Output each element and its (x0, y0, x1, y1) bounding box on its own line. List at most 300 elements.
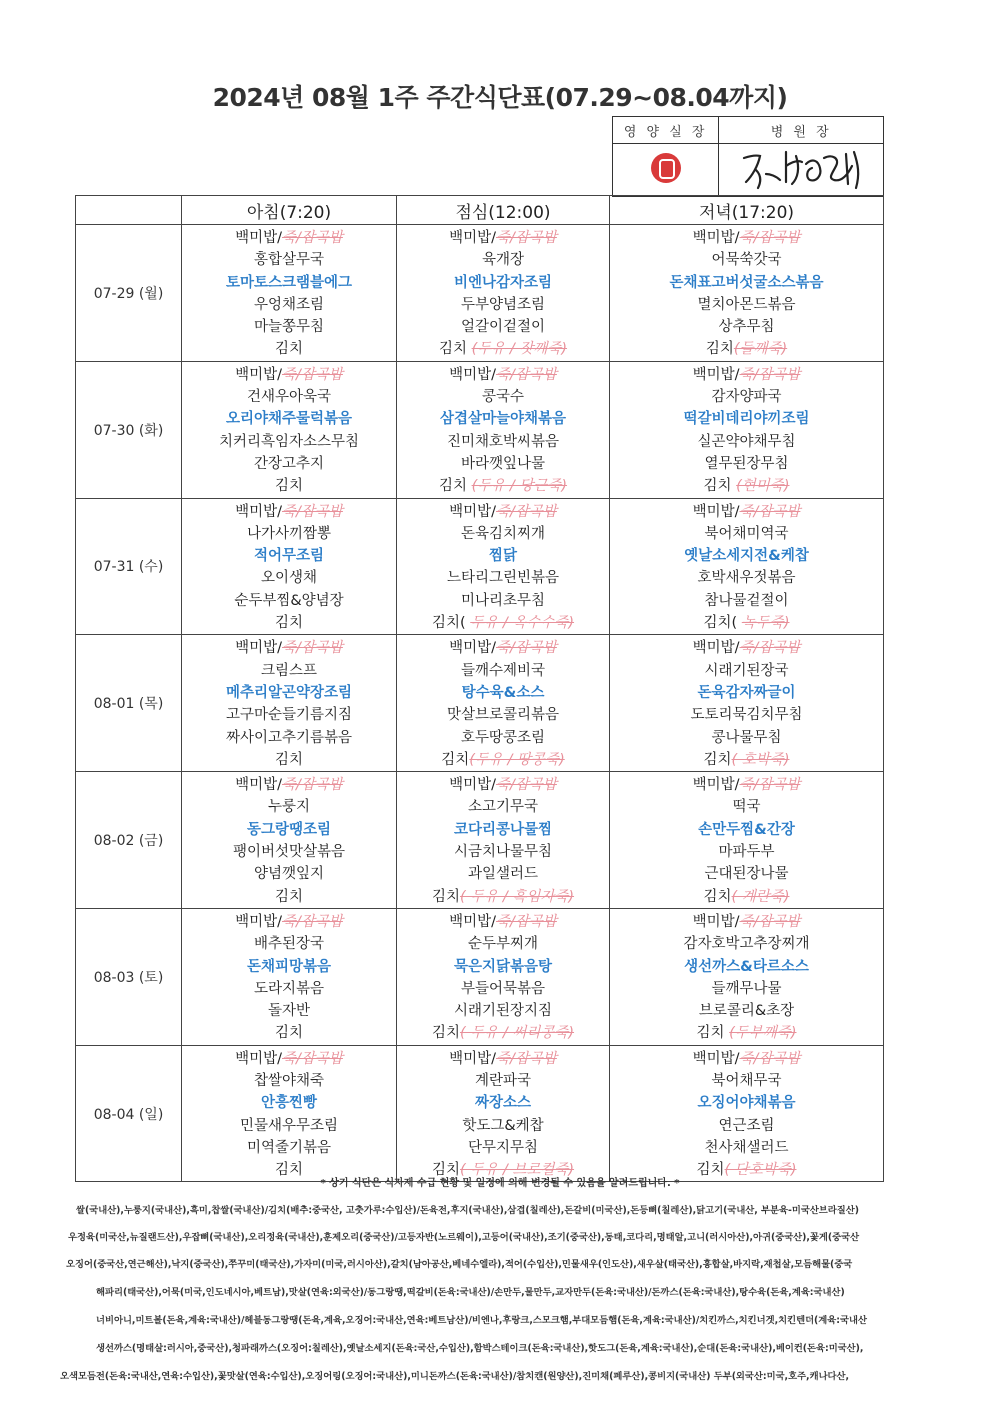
menu-item (610, 774, 883, 796)
menu-item (610, 612, 883, 634)
lunch-cell (397, 772, 610, 909)
dish-name: 김치 (274, 341, 303, 358)
lunch-cell (397, 908, 610, 1045)
dish-name: 육개장 (481, 252, 525, 269)
dish-name: 백미밥/ (235, 640, 282, 657)
dish-name: 시래기된장국 (704, 662, 789, 679)
menu-item (182, 545, 396, 567)
menu-item (182, 1137, 396, 1159)
alternate-option: (두유 / 잣깨죽) (471, 341, 568, 358)
dinner-cell (610, 772, 884, 909)
dish-name: 돈육김치찌개 (460, 525, 546, 542)
menu-item (397, 612, 609, 634)
dish-name: 김치 (705, 341, 734, 358)
main-dish: 돈채표고버섯굴소스볶음 (669, 274, 824, 291)
main-dish: 적어무조림 (253, 548, 325, 565)
approval-director-label: 병 원 장 (719, 117, 884, 144)
lunch-cell (397, 1045, 610, 1182)
dish-name: 김치 (274, 751, 303, 768)
menu-item (182, 249, 396, 271)
alternate-option: ( 호박죽) (731, 751, 790, 768)
menu-item (397, 408, 609, 430)
day-row (76, 361, 884, 498)
breakfast-cell (182, 635, 397, 772)
alternate-option: 죽/잡곡밥 (281, 777, 343, 794)
menu-item (397, 501, 609, 523)
menu-item (397, 227, 609, 249)
dish-name: 시금치나물무침 (453, 844, 553, 861)
menu-item (397, 841, 609, 863)
menu-item (397, 1022, 609, 1044)
dinner-cell (610, 635, 884, 772)
menu-item (610, 682, 883, 704)
dish-name: 백미밥/ (449, 1050, 496, 1067)
alternate-option: 죽/잡곡밥 (739, 503, 801, 520)
menu-item (610, 227, 883, 249)
menu-item (610, 1092, 883, 1114)
main-dish: 오징어야채볶음 (697, 1095, 796, 1112)
menu-item (397, 933, 609, 955)
dish-name: 진미채호박씨볶음 (446, 433, 560, 450)
menu-item (610, 453, 883, 475)
dish-name: 멸치아몬드볶음 (697, 296, 796, 313)
menu-item (182, 660, 396, 682)
day-row (76, 1045, 884, 1182)
alternate-option: 두유 / 옥수수죽) (470, 615, 575, 632)
main-dish: 돈채피망볶음 (246, 958, 332, 975)
dish-name: 어묵쑥갓국 (711, 252, 782, 269)
breakfast-cell (182, 1045, 397, 1182)
dish-name: 백미밥/ (235, 913, 282, 930)
menu-item (397, 749, 609, 771)
menu-item (397, 338, 609, 360)
dish-name: 과일샐러드 (467, 866, 539, 883)
menu-body (76, 225, 884, 1182)
dish-name: 김치 (703, 478, 737, 495)
dish-name: 미역줄기볶음 (246, 1139, 332, 1156)
approval-box (612, 116, 884, 197)
menu-item (182, 796, 396, 818)
menu-item (610, 863, 883, 885)
alternate-option: 녹두죽) (741, 615, 790, 632)
menu-item (182, 727, 396, 749)
alternate-option: ( 계란죽) (731, 888, 790, 905)
main-dish: 찜닭 (488, 548, 517, 565)
main-dish: 돈육감자짜글이 (697, 684, 796, 701)
menu-item (397, 1048, 609, 1070)
menu-item (397, 523, 609, 545)
breakfast-cell (182, 225, 397, 362)
dish-name: 우엉채조림 (253, 296, 325, 313)
menu-item (182, 1092, 396, 1114)
dish-name: 짜사이고추기름볶음 (225, 729, 353, 746)
dish-name: 백미밥/ (235, 777, 282, 794)
dish-name: 마파두부 (718, 844, 775, 861)
day-date: 07-30 (화) (76, 361, 182, 498)
day-row (76, 908, 884, 1045)
dish-name: 치커리흑임자소스무침 (218, 433, 360, 450)
dish-name: 마늘쫑무침 (253, 319, 325, 336)
dish-name: 김치 (441, 751, 470, 768)
day-date: 07-29 (월) (76, 225, 182, 362)
main-dish: 코다리콩나물찜 (453, 821, 553, 838)
origin-line: 오색모듬전(돈육:국내산,연육:수입산),꽃맛살(연육:수입산),오징어링(오징어:국내산),미니돈까스(돈육:국내산)/참치캔(원양산),진미채(페루산),콩비지(국내산) 두부(외국산:미국,호주,캐나다산, (60, 1371, 850, 1382)
main-dish: 탕수육&소스 (461, 684, 545, 701)
dish-name: 호박새우젓볶음 (697, 570, 796, 587)
menu-item (397, 272, 609, 294)
menu-item (182, 523, 396, 545)
menu-item (182, 1070, 396, 1092)
dish-name: 김치 (703, 888, 732, 905)
dish-name: 참나물겉절이 (704, 592, 789, 609)
alternate-option: 죽/잡곡밥 (281, 640, 343, 657)
dish-name: 김치 (696, 1025, 730, 1042)
menu-item (397, 431, 609, 453)
dinner-cell (610, 908, 884, 1045)
menu-item (397, 682, 609, 704)
alternate-option: 죽/잡곡밥 (281, 913, 343, 930)
menu-item (610, 431, 883, 453)
menu-item (610, 475, 883, 497)
dish-name: 백미밥/ (692, 230, 740, 246)
menu-item (182, 819, 396, 841)
dish-name: 오이생채 (260, 570, 318, 587)
dish-name: 두부양념조림 (460, 296, 546, 313)
menu-item (610, 316, 883, 338)
header-breakfast: 아침(7:20) (182, 196, 397, 225)
dish-name: 김치 (274, 615, 303, 632)
dish-name: 백미밥/ (692, 913, 740, 930)
menu-item (182, 1115, 396, 1137)
dish-name: 순두부찜&양념장 (234, 592, 344, 609)
dish-name: 북어채미역국 (704, 525, 789, 542)
menu-item (182, 612, 396, 634)
day-row (76, 498, 884, 635)
menu-item (610, 1022, 883, 1044)
menu-item (610, 727, 883, 749)
dish-name: 김치 (431, 1162, 460, 1179)
menu-item (397, 1092, 609, 1114)
menu-item (610, 819, 883, 841)
dish-name: 백미밥/ (235, 503, 282, 520)
menu-item (397, 956, 609, 978)
main-dish: 비엔나감자조림 (453, 274, 553, 291)
dish-name: 양념깻잎지 (253, 866, 325, 883)
menu-item (182, 1022, 396, 1044)
main-dish: 생선까스&타르소스 (684, 958, 809, 975)
menu-item (610, 1070, 883, 1092)
dish-name: 들깨무나물 (711, 980, 782, 997)
dish-name: 건새우아욱국 (246, 389, 332, 406)
dish-name: 김치 (274, 1162, 303, 1179)
main-dish: 짜장소스 (474, 1095, 532, 1112)
dish-name: 미나리초무침 (460, 592, 546, 609)
lunch-cell (397, 635, 610, 772)
dish-name: 순두부찌개 (467, 936, 539, 953)
dish-name: 백미밥/ (449, 777, 496, 794)
menu-item (397, 774, 609, 796)
menu-item (182, 431, 396, 453)
dish-name: 단무지무침 (467, 1139, 539, 1156)
breakfast-cell (182, 908, 397, 1045)
dish-name: 감자호박고추장찌개 (683, 936, 810, 953)
menu-item (610, 749, 883, 771)
alternate-option: ( 두유 / 브로컬죽) (459, 1162, 575, 1179)
menu-item (397, 863, 609, 885)
main-dish: 떡갈비데리야끼조림 (683, 411, 810, 428)
dish-name: 콩나물무침 (711, 729, 782, 746)
dish-name: 시래기된장지짐 (453, 1003, 553, 1020)
dish-name: 팽이버섯맛살볶음 (232, 844, 346, 861)
lunch-cell (397, 361, 610, 498)
main-dish: 동그랑땡조림 (246, 821, 332, 838)
dish-name: 백미밥/ (692, 503, 740, 520)
signature-icon (736, 144, 866, 192)
menu-item (182, 637, 396, 659)
menu-item (182, 749, 396, 771)
menu-item (182, 338, 396, 360)
dish-name: 천사채샐러드 (704, 1139, 789, 1156)
menu-item (610, 956, 883, 978)
weekly-menu-table (75, 195, 884, 1182)
menu-item (182, 316, 396, 338)
alternate-option: 죽/잡곡밥 (495, 640, 557, 657)
menu-item (397, 249, 609, 271)
breakfast-cell (182, 498, 397, 635)
menu-item (182, 294, 396, 316)
menu-item (182, 1048, 396, 1070)
lunch-cell (397, 225, 610, 362)
origin-line: 해파리(태국산),어묵(미국,인도네시아,베트남),맛살(연육:외국산)/동그랑땡,떡갈비(돈육:국내산)/손만두,물만두,교자만두(돈육:국내산)/돈까스(돈육:국내산),탕수육(돈육,계육:국내산) (96, 1287, 845, 1298)
breakfast-cell (182, 772, 397, 909)
menu-item (397, 1000, 609, 1022)
dinner-cell (610, 1045, 884, 1182)
dish-name: 백미밥/ (692, 640, 740, 657)
alternate-option: (두부깨죽) (729, 1025, 797, 1042)
dish-name: 근대된장나물 (704, 866, 789, 883)
dietitian-seal (613, 144, 719, 197)
menu-item (397, 316, 609, 338)
menu-item (610, 1137, 883, 1159)
menu-item (610, 501, 883, 523)
alternate-option: (두유 / 땅콩죽) (469, 751, 565, 768)
notice-text: * 상기 식단은 식자재 수급 현황 및 일정에 의해 변경될 수 있음을 알려드립니다. * (320, 1178, 680, 1189)
menu-item (182, 1000, 396, 1022)
menu-item (610, 978, 883, 1000)
director-signature (719, 144, 884, 197)
alternate-option: 죽/잡곡밥 (281, 230, 343, 246)
menu-item (182, 475, 396, 497)
menu-item (610, 523, 883, 545)
menu-item (182, 453, 396, 475)
menu-item (610, 249, 883, 271)
day-row (76, 772, 884, 909)
dish-name: 간장고추지 (253, 455, 325, 472)
dish-name: 백미밥/ (235, 230, 282, 246)
alternate-option: 죽/잡곡밥 (739, 777, 801, 794)
menu-item (610, 796, 883, 818)
day-date: 08-01 (목) (76, 635, 182, 772)
dish-name: 열무된장무침 (704, 455, 789, 472)
dish-name: 북어채무국 (711, 1072, 782, 1089)
menu-item (182, 386, 396, 408)
alternate-option: 죽/잡곡밥 (281, 366, 343, 383)
header-blank (76, 196, 182, 225)
dish-name: 연근조림 (718, 1117, 775, 1134)
menu-item (397, 545, 609, 567)
dish-name: 도라지볶음 (253, 980, 325, 997)
dish-name: 고구마순들기름지짐 (225, 707, 353, 724)
menu-item (610, 933, 883, 955)
menu-item (397, 1115, 609, 1137)
dish-name: 나가사끼짬뽕 (246, 525, 332, 542)
day-row (76, 225, 884, 362)
menu-item (182, 501, 396, 523)
main-dish: 묵은지닭볶음탕 (453, 958, 553, 975)
alternate-option: 죽/잡곡밥 (495, 366, 557, 383)
dish-name: 백미밥/ (449, 230, 496, 246)
dish-name: 감자양파국 (711, 389, 782, 406)
main-dish: 메추리알곤약장조림 (225, 684, 353, 701)
menu-item (610, 338, 883, 360)
menu-item (182, 272, 396, 294)
dish-name: 백미밥/ (692, 777, 740, 794)
alternate-option: 죽/잡곡밥 (281, 1050, 343, 1067)
dish-name: 김치( (431, 615, 471, 632)
day-date: 08-04 (일) (76, 1045, 182, 1182)
menu-item (610, 567, 883, 589)
alternate-option: 죽/잡곡밥 (495, 913, 557, 930)
main-dish: 삼겹살마늘야채볶음 (439, 411, 567, 428)
menu-item (610, 1000, 883, 1022)
menu-item (610, 545, 883, 567)
menu-item (182, 774, 396, 796)
alternate-option: 죽/잡곡밥 (281, 503, 343, 520)
dish-name: 김치 (438, 341, 472, 358)
menu-item (610, 590, 883, 612)
menu-item (610, 364, 883, 386)
dish-name: 배추된장국 (253, 936, 325, 953)
alternate-option: (두유 / 당근죽) (471, 478, 568, 495)
menu-item (182, 978, 396, 1000)
menu-item (610, 1115, 883, 1137)
menu-item (610, 408, 883, 430)
main-dish: 안흥찐빵 (260, 1095, 318, 1112)
menu-item (182, 227, 396, 249)
main-dish: 토마토스크램블에그 (225, 274, 353, 291)
menu-item (397, 386, 609, 408)
dish-name: 핫도그&케찹 (462, 1117, 544, 1134)
dish-name: 들깨수제비국 (460, 662, 546, 679)
menu-item (610, 272, 883, 294)
dish-name: 김치 (438, 478, 472, 495)
alternate-option: ( 두유 / 흑임자죽) (459, 888, 575, 905)
page-title: 2024년 08월 1주 주간식단표(07.29~08.04까지) (212, 83, 788, 112)
menu-item (610, 911, 883, 933)
alternate-option: 죽/잡곡밥 (739, 366, 801, 383)
dish-name: 백미밥/ (449, 366, 496, 383)
dish-name: 느타리그린빈볶음 (446, 570, 560, 587)
menu-item (610, 841, 883, 863)
alternate-option: 죽/잡곡밥 (495, 230, 557, 246)
alternate-option: ( 두유 / 써리콩죽) (459, 1025, 575, 1042)
dish-name: 백미밥/ (692, 366, 740, 383)
dish-name: 김치 (431, 888, 460, 905)
dish-name: 백미밥/ (235, 1050, 282, 1067)
approval-dietitian-label: 영 양 실 장 (613, 117, 719, 144)
menu-item (397, 637, 609, 659)
dish-name: 김치 (431, 1025, 460, 1042)
dish-name: 백미밥/ (449, 913, 496, 930)
alternate-option: 죽/잡곡밥 (495, 1050, 557, 1067)
menu-item (610, 637, 883, 659)
menu-item (397, 567, 609, 589)
menu-item (182, 956, 396, 978)
menu-item (397, 1137, 609, 1159)
dinner-cell (610, 225, 884, 362)
dish-name: 크림스프 (260, 662, 318, 679)
dish-name: 돌자반 (267, 1003, 311, 1020)
menu-item (397, 796, 609, 818)
lunch-cell (397, 498, 610, 635)
origin-line: 우정육(미국산,뉴질랜드산),우잡뼈(국내산),오리정육(국내산),훈제오리(중국산)/고등자반(노르웨이),고등어(국내산),조기(중국산),동태,코다리,명태알,고니(러시아산),아귀(중국산),꽃게(중국산 (68, 1232, 860, 1243)
menu-item (397, 1070, 609, 1092)
dish-name: 브로콜리&초장 (698, 1003, 795, 1020)
dish-name: 김치 (274, 1025, 303, 1042)
dish-name: 부들어묵볶음 (460, 980, 546, 997)
main-dish: 옛날소세지전&케찹 (684, 548, 809, 565)
alternate-option: 죽/잡곡밥 (739, 1050, 801, 1067)
dish-name: 바라깻잎나물 (460, 455, 546, 472)
menu-item (397, 475, 609, 497)
dish-name: 소고기무국 (467, 799, 539, 816)
menu-item (610, 660, 883, 682)
dish-name: 김치 (696, 1162, 725, 1179)
dish-name: 민물새우무조림 (239, 1117, 339, 1134)
menu-item (182, 682, 396, 704)
menu-item (182, 567, 396, 589)
header-dinner: 저녁(17:20) (610, 196, 884, 225)
day-date: 08-02 (금) (76, 772, 182, 909)
dish-name: 찹쌀야채죽 (253, 1072, 325, 1089)
origin-line: 쌀(국내산),누룽지(국내산),흑미,찹쌀(국내산)/김치(배추:중국산, 고춧가루:수입산)/돈육전,후지(국내산),삼겹(칠레산),돈갈비(미국산),돈등뼈(칠레산),닭고기(국내산, 부분육-미국산브라질산) (76, 1205, 859, 1216)
dish-name: 상추무침 (718, 319, 775, 336)
alternate-option: ( 단호박죽) (724, 1162, 797, 1179)
day-date: 08-03 (토) (76, 908, 182, 1045)
menu-item (397, 364, 609, 386)
menu-item (182, 911, 396, 933)
menu-item (610, 294, 883, 316)
menu-item (397, 453, 609, 475)
menu-item (182, 933, 396, 955)
menu-item (397, 590, 609, 612)
menu-item (182, 364, 396, 386)
main-dish: 손만두찜&간장 (698, 821, 795, 838)
alternate-option: (현미죽) (736, 478, 790, 495)
alternate-option: (들깨죽) (733, 341, 788, 358)
alternate-option: 죽/잡곡밥 (739, 640, 801, 657)
dish-name: 떡국 (732, 799, 761, 816)
alternate-option: 죽/잡곡밥 (495, 503, 557, 520)
menu-item (397, 704, 609, 726)
menu-item (610, 886, 883, 908)
menu-item (397, 727, 609, 749)
dish-name: 김치 (274, 478, 303, 495)
alternate-option: 죽/잡곡밥 (739, 913, 801, 930)
menu-item (397, 294, 609, 316)
dish-name: 백미밥/ (449, 640, 496, 657)
dish-name: 홍합살무국 (253, 252, 325, 269)
